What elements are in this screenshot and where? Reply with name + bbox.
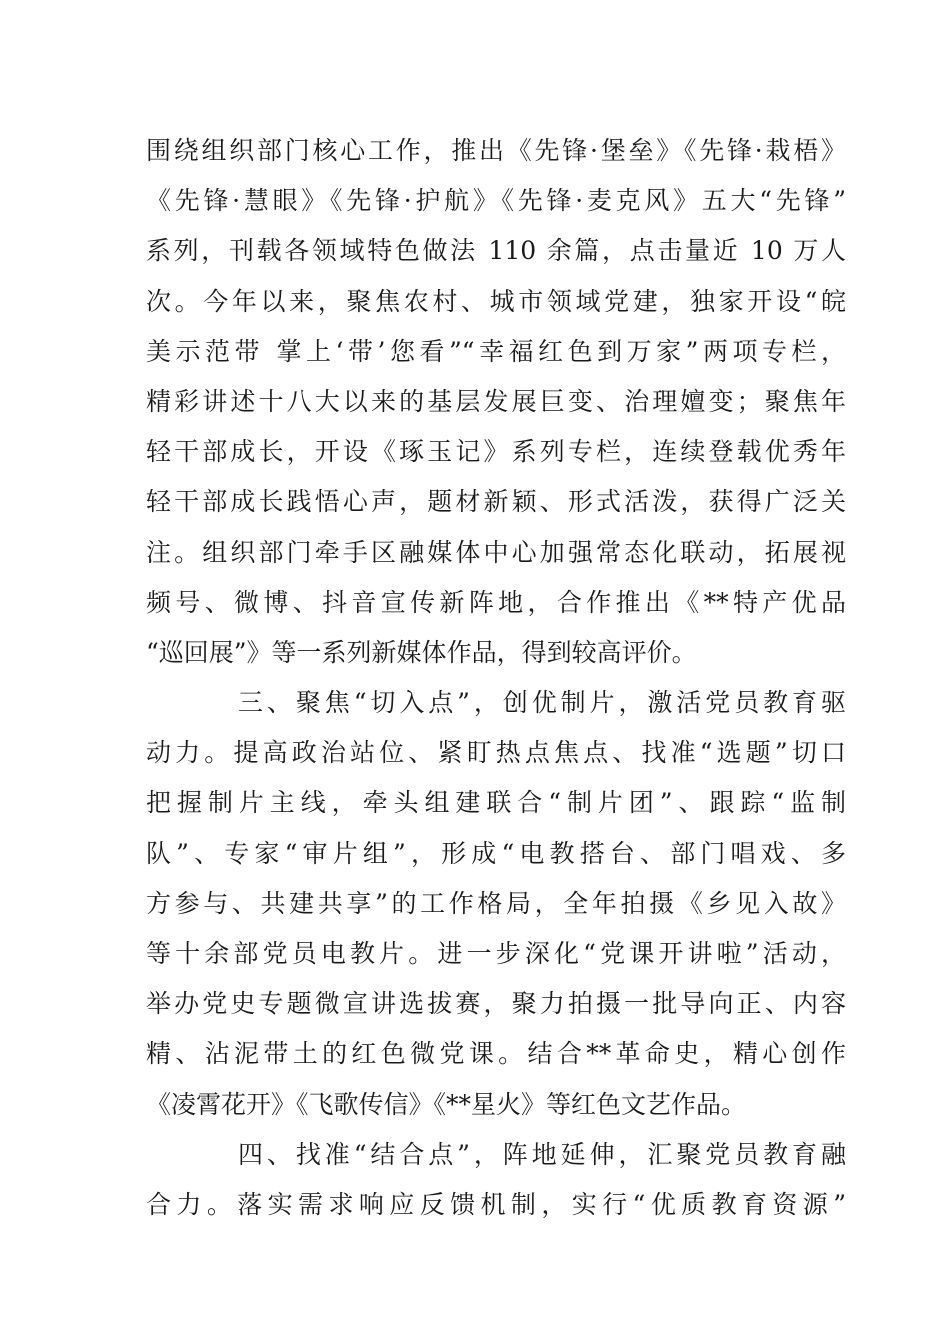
text-line: 方参与、共建共享”的工作格局，全年拍摄《乡见入故》 [146,888,846,918]
text-line: 《凌霄花开》《飞歌传信》《**星火》等红色文艺作品。 [146,1089,747,1119]
text-line: 次。今年以来，聚焦农村、城市领域党建，独家开设“皖 [146,286,846,316]
text-line: 精、沾泥带土的红色微党课。结合**革命史，精心创作 [146,1039,846,1069]
text-line: 精彩讲述十八大以来的基层发展巨变、治理嬗变；聚焦年 [146,386,846,416]
text-line: 频号、微博、抖音宣传新阵地，合作推出《**特产优品 [146,587,846,617]
text-line: 队”、专家“审片组”，形成“电教搭台、部门唱戏、多 [146,838,846,868]
text-line: 轻干部成长践悟心声，题材新颖、形式活泼，获得广泛关 [146,487,846,517]
text-line: 注。组织部门牵手区融媒体中心加强常态化联动，拓展视 [146,537,846,567]
text-line: 合力。落实需求响应反馈机制，实行“优质教育资源” [146,1189,846,1219]
text-line: 系列，刊载各领域特色做法 110 余篇，点击量近 10 万人 [146,236,846,266]
text-line: “巡回展”》等一系列新媒体作品，得到较高评价。 [146,637,697,667]
text-line: 《先锋·慧眼》《先锋·护航》《先锋·麦克风》五大“先锋” [146,186,846,216]
text-line: 美示范带 掌上‘带’您看”“幸福红色到万家”两项专栏， [146,336,846,366]
text-line: 轻干部成长，开设《琢玉记》系列专栏，连续登载优秀年 [146,437,846,467]
document-body [146,126,846,1230]
paragraph-start-line: 四、找准“结合点”，阵地延伸，汇聚党员教育融 [238,1139,846,1169]
text-line: 把握制片主线，牵头组建联合“制片团”、跟踪“监制 [146,788,846,818]
text-line: 围绕组织部门核心工作，推出《先锋·堡垒》《先锋·栽梧》 [146,136,846,165]
text-line: 动力。提高政治站位、紧盯热点焦点、找准“选题”切口 [146,738,846,768]
paragraph-start-line: 三、聚焦“切入点”，创优制片，激活党员教育驱 [238,688,846,718]
text-line: 等十余部党员电教片。进一步深化“党课开讲啦”活动， [146,939,846,968]
text-line: 举办党史专题微宣讲选拔赛，聚力拍摄一批导向正、内容 [146,989,846,1019]
